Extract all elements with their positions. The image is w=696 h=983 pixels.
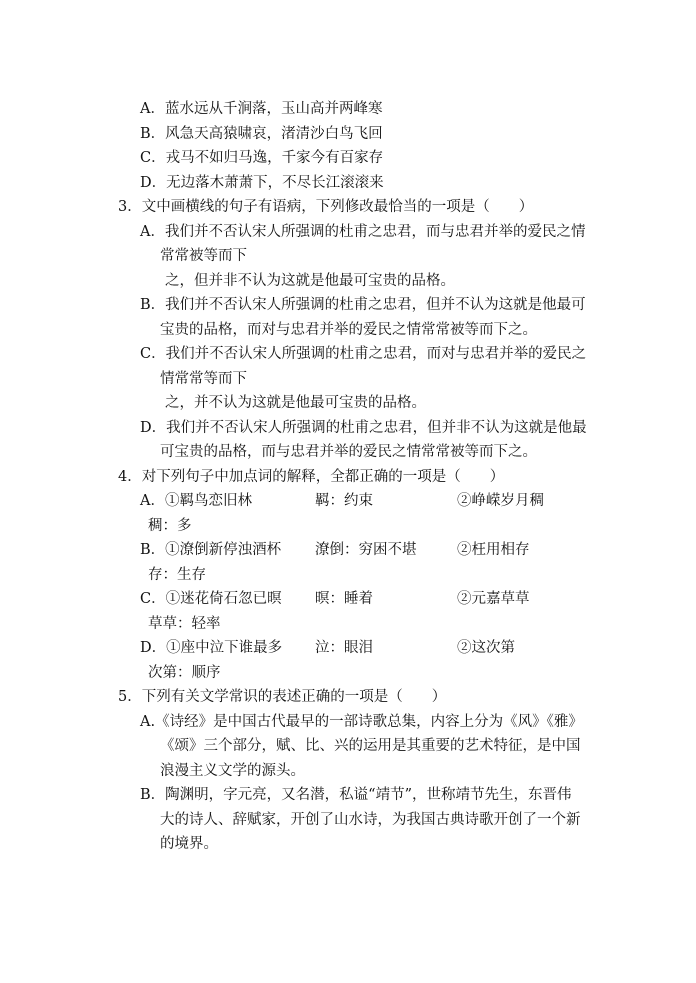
q3-option-c-line2: 情常常等而下 xyxy=(160,370,247,387)
q5-option-b-line1: B．陶渊明，字元亮，又名潜，私谥“靖节”，世称靖节先生，东晋伟 xyxy=(140,787,572,803)
q5-option-a-line1: A.《诗经》是中国古代最早的一部诗歌总集，内容上分为《风》《雅》 xyxy=(140,713,583,730)
q4-a-phrase2: ②峥嵘岁月稠 xyxy=(457,493,544,509)
document-page xyxy=(0,97,696,857)
q4-b-gloss2: 存：生存 xyxy=(148,566,206,583)
q3-option-b-line2: 宝贵的品格，而对与忠君并举的爱民之情常常被等而下之。 xyxy=(160,321,537,338)
q3-stem: 3．文中画横线的句子有语病，下列修改最恰当的一项是（ ） xyxy=(118,199,534,215)
q4-b-phrase2: ②枉用相存 xyxy=(457,542,530,558)
q4-option-a xyxy=(0,489,696,514)
q3-option-a-line2: 常常被等而下 xyxy=(160,248,247,264)
question-3 xyxy=(0,195,696,465)
q3-option-a-line3: 之，但并非不认为这就是他最可宝贵的品格。 xyxy=(165,272,455,289)
q4-a-gloss2: 稠：多 xyxy=(148,517,192,534)
q4-c-phrase1: C．①迷花倚石忽已暝 xyxy=(140,591,282,607)
q4-d-phrase1: D．①座中泣下谁最多 xyxy=(140,640,283,656)
q4-c-gloss2: 草草：轻率 xyxy=(148,615,221,632)
q4-option-d xyxy=(0,636,696,661)
q4-d-gloss2: 次第：顺序 xyxy=(148,664,221,681)
q4-a-gloss1: 羁：约束 xyxy=(315,493,373,509)
q4-d-phrase2: ②这次第 xyxy=(457,640,515,656)
q4-option-b xyxy=(0,538,696,563)
q4-b-phrase1: B．①潦倒新停浊酒杯 xyxy=(140,542,282,558)
q2-option-b: B．风急天高猿啸哀，渚清沙白鸟飞回 xyxy=(140,125,383,142)
q4-option-c xyxy=(0,587,696,612)
q3-option-c-line1: C．我们并不否认宋人所强调的杜甫之忠君，而对与忠君并举的爱民之 xyxy=(140,346,587,362)
q4-c-phrase2: ②元嘉草草 xyxy=(457,591,530,607)
q3-option-b-line1: B．我们并不否认宋人所强调的杜甫之忠君，但并不认为这就是他最可 xyxy=(140,297,586,313)
q4-d-gloss1: 泣：眼泪 xyxy=(315,640,373,656)
q4-a-phrase1: A．①羁鸟恋旧林 xyxy=(140,493,252,509)
q3-option-c-line3: 之，并不认为这就是他最可宝贵的品格。 xyxy=(165,395,426,411)
q3-option-d-line2: 可宝贵的品格，而与忠君并举的爱民之情常常被等而下之。 xyxy=(160,444,537,460)
q4-stem: 4．对下列句子中加点词的解释，全都正确的一项是（ ） xyxy=(118,468,505,485)
q5-option-b-line2: 大的诗人、辞赋家，开创了山水诗，为我国古典诗歌开创了一个新 xyxy=(160,811,581,828)
question-4 xyxy=(0,465,696,686)
q2-option-a: A．蓝水远从千涧落，玉山高并两峰寒 xyxy=(140,101,383,117)
q2-options xyxy=(0,97,696,195)
question-5 xyxy=(0,685,696,857)
q4-b-gloss1: 潦倒：穷困不堪 xyxy=(315,542,417,558)
q5-option-a-line3: 浪漫主义文学的源头。 xyxy=(160,762,305,779)
q3-option-d-line1: D．我们并不否认宋人所强调的杜甫之忠君，但并非不认为这就是他最 xyxy=(140,419,587,436)
q5-option-a-line2: 《颂》三个部分，赋、比、兴的运用是其重要的艺术特征，是中国 xyxy=(160,738,581,754)
q2-option-d: D．无边落木萧萧下，不尽长江滚滚来 xyxy=(140,174,384,191)
q5-option-b-line3: 的境界。 xyxy=(160,836,218,852)
q5-stem: 5．下列有关文学常识的表述正确的一项是（ ） xyxy=(118,689,447,705)
q2-option-c: C．戎马不如归马逸，千家今有百家存 xyxy=(140,150,384,166)
q4-c-gloss1: 暝：睡着 xyxy=(315,591,373,607)
q3-option-a-line1: A．我们并不否认宋人所强调的杜甫之忠君，而与忠君并举的爱民之情 xyxy=(140,223,586,240)
